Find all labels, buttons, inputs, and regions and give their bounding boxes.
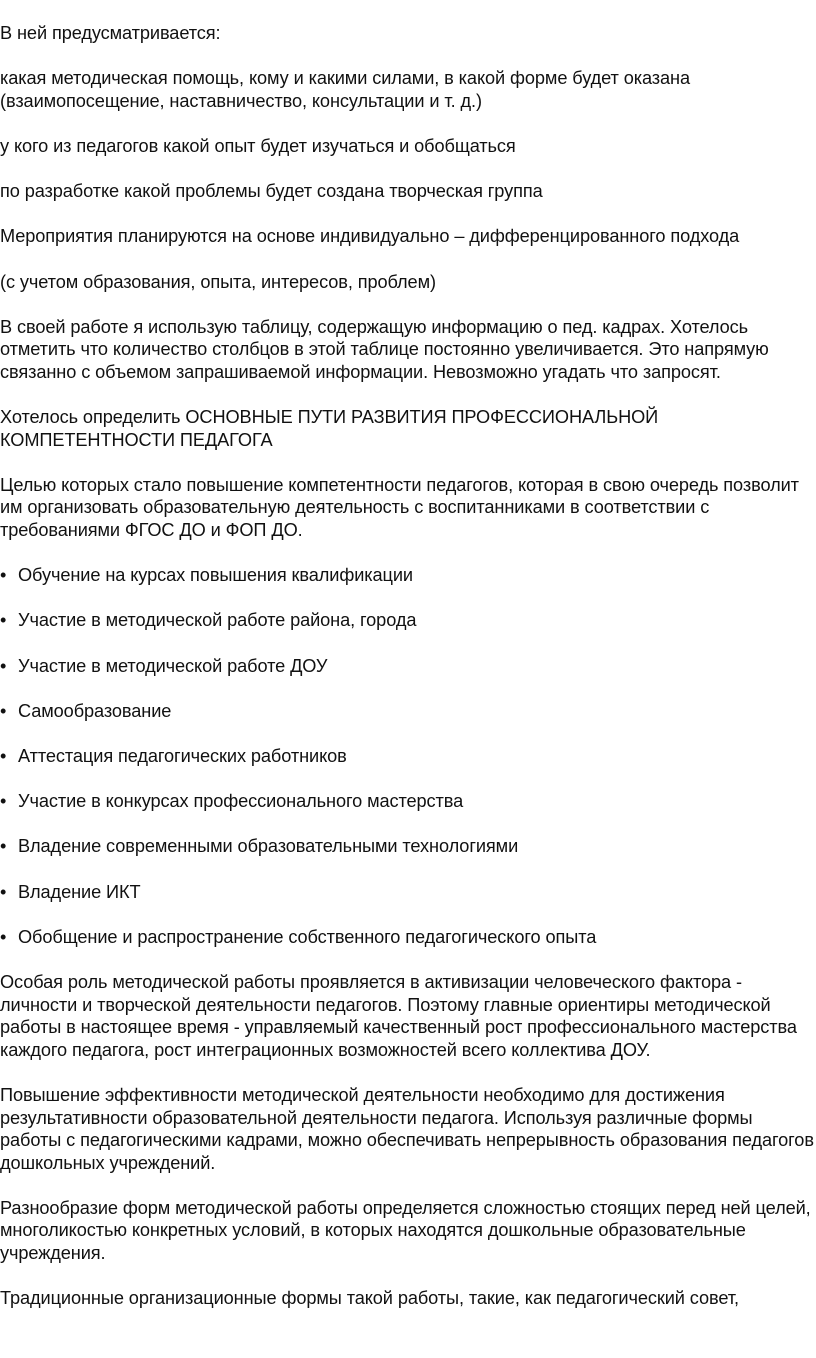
list-item-text: Обобщение и распространение собственного педагогического опыта [18,926,597,947]
bullet-icon: • [0,610,7,631]
traditional-forms-paragraph: Традиционные организационные формы такой работы, такие, как педагогический совет, [0,1288,739,1309]
bullet-icon: • [0,700,7,721]
list-item [0,700,816,723]
list-item [0,655,816,678]
intro-text: В ней предусматривается: [0,23,221,43]
paths-paragraph: Хотелось определить ОСНОВНЫЕ ПУТИ РАЗВИТИЯ ПРОФЕССИОНАЛЬНОЙ КОМПЕТЕНТНОСТИ ПЕДАГОГА [0,407,659,450]
list-item-text: Участие в методической работе ДОУ [18,655,328,676]
list-item [0,881,816,904]
list-item-text: Самообразование [18,700,172,721]
list-item [0,609,816,632]
bullet-icon: • [0,791,7,812]
list-item-text: Участие в методической работе района, города [18,610,417,631]
list-item [0,835,816,858]
bullet-icon: • [0,926,7,947]
goal-paragraph: Целью которых стало повышение компетентности педагогов, которая в свою очередь позволит им организовать образовательную деятельность с воспитанниками в соответствии с требованиями ФГОС ДО и ФОП ДО. [0,474,799,541]
list-item [0,745,816,768]
list-item-text: Владение ИКТ [18,881,141,902]
variety-paragraph: Разнообразие форм методической работы определяется сложностью стоящих перед ней целей, многоликостью конкретных условий, в которых находятся дошкольные образовательные учреждения. [0,1197,811,1264]
bullet-icon: • [0,881,7,902]
bullet-icon: • [0,746,7,766]
plan-item-creative-group: по разработке какой проблемы будет создана творческая группа [0,181,543,202]
plan-item-considerations: (с учетом образования, опыта, интересов, проблем) [0,271,436,292]
list-item-text: Обучение на курсах повышения квалификации [18,565,413,586]
bullet-icon: • [0,836,7,857]
bullet-icon: • [0,655,7,676]
plan-item-help: какая методическая помощь, кому и какими силами, в какой форме будет оказана (взаимопосещение, наставничество, консультации и т. д.) [0,68,691,111]
list-item [0,564,816,587]
list-item [0,926,816,949]
table-paragraph: В своей работе я использую таблицу, содержащую информацию о пед. кадрах. Хотелось отметить что количество столбцов в этой таблице постоянно увеличивается. Это напрямую связанно с объемом запрашиваемой информации. Невозможно угадать что запросят. [0,316,769,382]
bullet-icon: • [0,565,7,586]
plan-item-experience: у кого из педагогов какой опыт будет изучаться и обобщаться [0,135,516,156]
list-item [0,790,816,813]
role-paragraph: Особая роль методической работы проявляется в активизации человеческого фактора - личности и творческой деятельности педагогов. Поэтому главные ориентиры методической работы в настоящее время - управляемый качественный рост профессионального мастерства каждого педагога, рост интеграционных возможностей всего коллектива ДОУ. [0,971,797,1060]
plan-item-approach: Мероприятия планируются на основе индивидуально – дифференцированного подхода [0,226,740,247]
list-item-text: Аттестация педагогических работников [18,746,347,766]
development-paths-list [0,564,816,948]
efficiency-paragraph: Повышение эффективности методической деятельности необходимо для достижения результативности образовательной деятельности педагога. Используя различные формы работы с педагогическими кадрами, можно обеспечивать непрерывность образования педагогов дошкольных учреждений. [0,1084,814,1173]
list-item-text: Владение современными образовательными технологиями [18,836,519,857]
list-item-text: Участие в конкурсах профессионального мастерства [18,791,464,812]
